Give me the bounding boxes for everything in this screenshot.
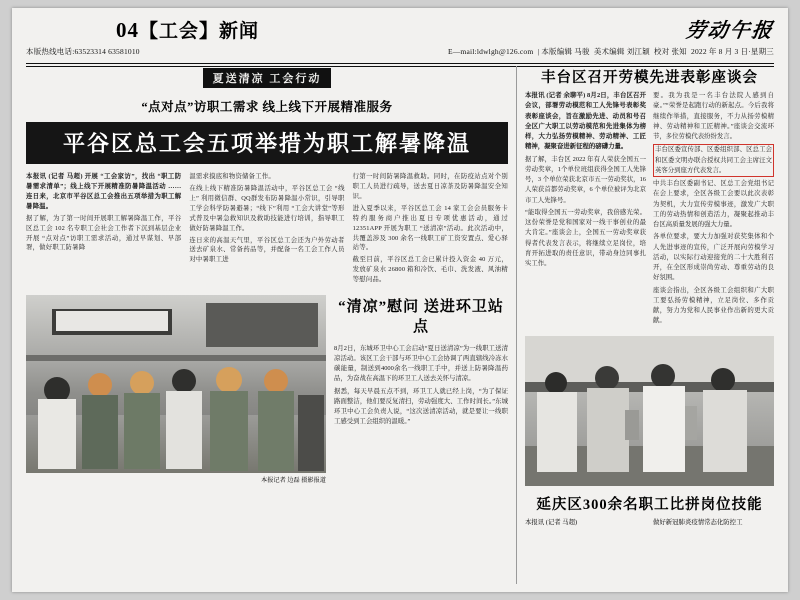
- right-article-body-1: [525, 91, 774, 329]
- body-column-2: [189, 172, 344, 287]
- highlighted-paragraph: 丰台区委宣传部、区委组织部、区总工会和区委文明办联合授权共同工会主席汪文英客分到座方代表发言。: [653, 144, 774, 177]
- left-column: [26, 66, 517, 584]
- paragraph: “能取得全国五一劳动奖章，我倍感光荣。这份荣誉是党和国家对一线干事创业的最大肯定。”座谈会上，全国五一劳动奖章获得者代表发言表示，将继续立足岗位，培育开拓进取的责任意识，带动身边同事扎实工作。: [525, 208, 646, 267]
- issue-date: 2022 年 8 月 3 日·星期三: [691, 47, 774, 56]
- masthead-credits: E—mail:ldwlgh@126.com | 本版编辑 马骏 美术编辑 刘江颖 校对 张知 2022 年 8 月 3 日·星期三: [447, 47, 774, 56]
- editor-label: 本版编辑: [541, 47, 573, 56]
- campaign-banner: [26, 68, 508, 88]
- art-editor-label: 美术编辑: [593, 47, 625, 56]
- paragraph: 据了解，为了第一时间开展职工解暑降温工作，平谷区总工会 102 名专职工会社会工作者下沉到基层企业开展 “点对点”访职工需求活动，通过早谋划、早部署，做好职工防暑降: [26, 214, 182, 252]
- right-article-headline-2: 延庆区300余名职工比拼岗位技能: [536, 496, 763, 513]
- paragraph: 连日来的高温天气里，平谷区总工会还为户外劳动者送去矿泉水、常备药品等，并配备一名工会工作人员对中暑职工进: [189, 236, 345, 264]
- right-article-body-2: [525, 518, 774, 528]
- paragraph: 本报讯 (记者 马超) 开展 “工会家访”，找出 “职工防暑需求清单”；线上线下开展精准防暑降温活动 …… 连日来，北京市平谷区总工会推出五项举措为职工解暑降温。: [26, 173, 182, 210]
- masthead-rule: [26, 63, 774, 64]
- proof-label: 校对: [653, 47, 670, 56]
- paragraph: 中共丰台区委副书记、区总工会党组书记在会上要求，全区各级工会要以此次表彰为契机，大力宣传劳模事迹，激发广大职工的劳动热情和创造活力，凝聚起推动丰台区高质量发展的强大力量。: [653, 180, 774, 228]
- secondary-article-headline: “清凉”慰问 送进环卫站点: [338, 299, 504, 336]
- paper-logo: 劳动午报: [684, 20, 776, 42]
- paragraph: 行第一时间防暑降温救助。同时，在防疫站点对个别职工人员进行疏导，送去夏日凉茶及防暑降温安全知识。: [352, 173, 508, 200]
- paragraph: 本报讯 (记者 余聊平) 8月2日，丰台区召开会议，部署劳动模范和工人先锋号表彰奖表彰座谈会，旨在激励先进、动员和号召全区广大职工以劳动模范和先进集体为榜样，大力弘扬劳模精神、劳动精神、工匠精神，凝聚奋进新征程的磅礴力量。: [525, 92, 646, 151]
- left-bottom-block: [26, 295, 508, 484]
- right-article-headline-1: 丰台区召开劳模先进表彰座谈会: [541, 70, 758, 86]
- email-text: E—mail:ldwlgh@126.com: [447, 47, 534, 56]
- section-name: 【工会】新闻: [139, 21, 260, 42]
- paragraph: 8月2日，东城环卫中心工会启动“夏日送清凉”为一线职工送清凉活动。该区工会干部与环卫中心工会协调了两直辖线冷冻水碳能量，制送到4000余名一线职工手中，并送上防暑降温药品，为奋战在高温下的环卫工人送去关怀与清凉。: [334, 344, 508, 383]
- paragraph: 温需求摸底和物资储备工作。: [189, 173, 276, 180]
- paragraph: 各单位要求，要大力加强对获奖集体和个人先进事迹的宣传，广泛开展向劳模学习活动，以实际行动迎接党的二十大胜利召开，在全区形成崇尚劳动、尊重劳动的良好氛围。: [653, 233, 774, 282]
- article-kicker: “点对点”访职工需求 线上线下开展精准服务: [141, 100, 393, 114]
- art-editor-name: 刘江颖: [626, 47, 650, 56]
- masthead: [12, 8, 788, 60]
- secondary-article: [334, 295, 508, 484]
- paragraph: 要。我为我是一名丰台法院人感到自豪。”“荣誉是起跑行动的新起点。今后我将继续作举措，直接服务，不力从扬劳模精神、劳动精神和工匠精神。”座谈会交流环节，多位劳模代表纷纷发言。: [653, 92, 774, 140]
- paragraph: 座谈会指出，全区各级工会组织和广大职工要弘扬劳模精神，立足岗位、多作贡献，努力为党和人民事业作出新的更大贡献。: [653, 286, 774, 325]
- page-content: [26, 66, 774, 584]
- body-column-1: [26, 172, 181, 287]
- paragraph: 截至目前，平谷区总工会已累计投入资金 40 万元，发放矿泉水 26800 箱和冷饮、毛巾、洗发液、风油精等慰问品。: [352, 256, 508, 284]
- hotline-text: 本版热线电话:63523314 63581010: [26, 47, 140, 56]
- paragraph: 做好新冠肺炎疫情常态化防控工: [653, 518, 743, 526]
- photo-block-workers: [26, 295, 326, 484]
- page-title: [116, 16, 259, 43]
- paragraph: 在线上线下精准防暑降温活动中，平谷区总工会 “线上” 利用微信群、QQ群发布防暑降温小常识，引导职工学会科学防暑避暑；“线下”利用 “工会大讲堂”等形式普及中暑急救知识及救助技能进行培训，指导职工做好防暑降温工作。: [189, 184, 345, 232]
- article-headline: 平谷区总工会五项举措为职工解暑降温: [26, 122, 508, 164]
- newspaper-page: [12, 8, 788, 592]
- right-body-column-2: [653, 91, 774, 329]
- photo-workers: [26, 295, 326, 473]
- lead-article-body: [26, 172, 508, 287]
- paragraph: 据悉，每天早晨五点不到，环卫工人就已经上岗，“为了保证路面整洁，他们要反复清扫，劳动强度大、工作时间长。”东城环卫中心工会负责人说，“这次送清凉活动，就是要让一线职工感受到工会组织的温暖。”: [334, 387, 508, 426]
- right-body-column-1: [525, 91, 646, 329]
- photo-lab: [525, 336, 774, 486]
- photo-caption: 本报记者 边磊 摄影报道: [261, 477, 326, 485]
- campaign-banner-tag: 夏送清凉 工会行动: [203, 68, 332, 88]
- editor-name: 马骏: [574, 47, 590, 56]
- proof-name: 张知: [671, 47, 687, 56]
- photo-block-lab: [525, 336, 774, 486]
- paragraph: 据了解，丰台区 2022 年有人荣获全国五一劳动奖章，1个单位班组获得全国工人先锋号，3 个单位荣获北京市五一劳动奖状，16 人荣获首都劳动奖章，6 个单位被评为北京市工人先锋号。: [525, 155, 646, 204]
- paragraph: 本报讯 (记者 马超): [525, 518, 578, 526]
- paragraph: 进入夏季以来，平谷区总工会 14 家工会会员服务卡特约服务商户推出夏日专项优惠活动，通过 12351APP 开展为职工 “送清凉”活动。此次活动中，共覆盖涉及 300 余名一线职工矿工资安置点、爱心驿站等。: [352, 204, 508, 252]
- right-column: [517, 66, 774, 584]
- body-column-3: [353, 172, 508, 287]
- section-number: 04: [116, 18, 139, 42]
